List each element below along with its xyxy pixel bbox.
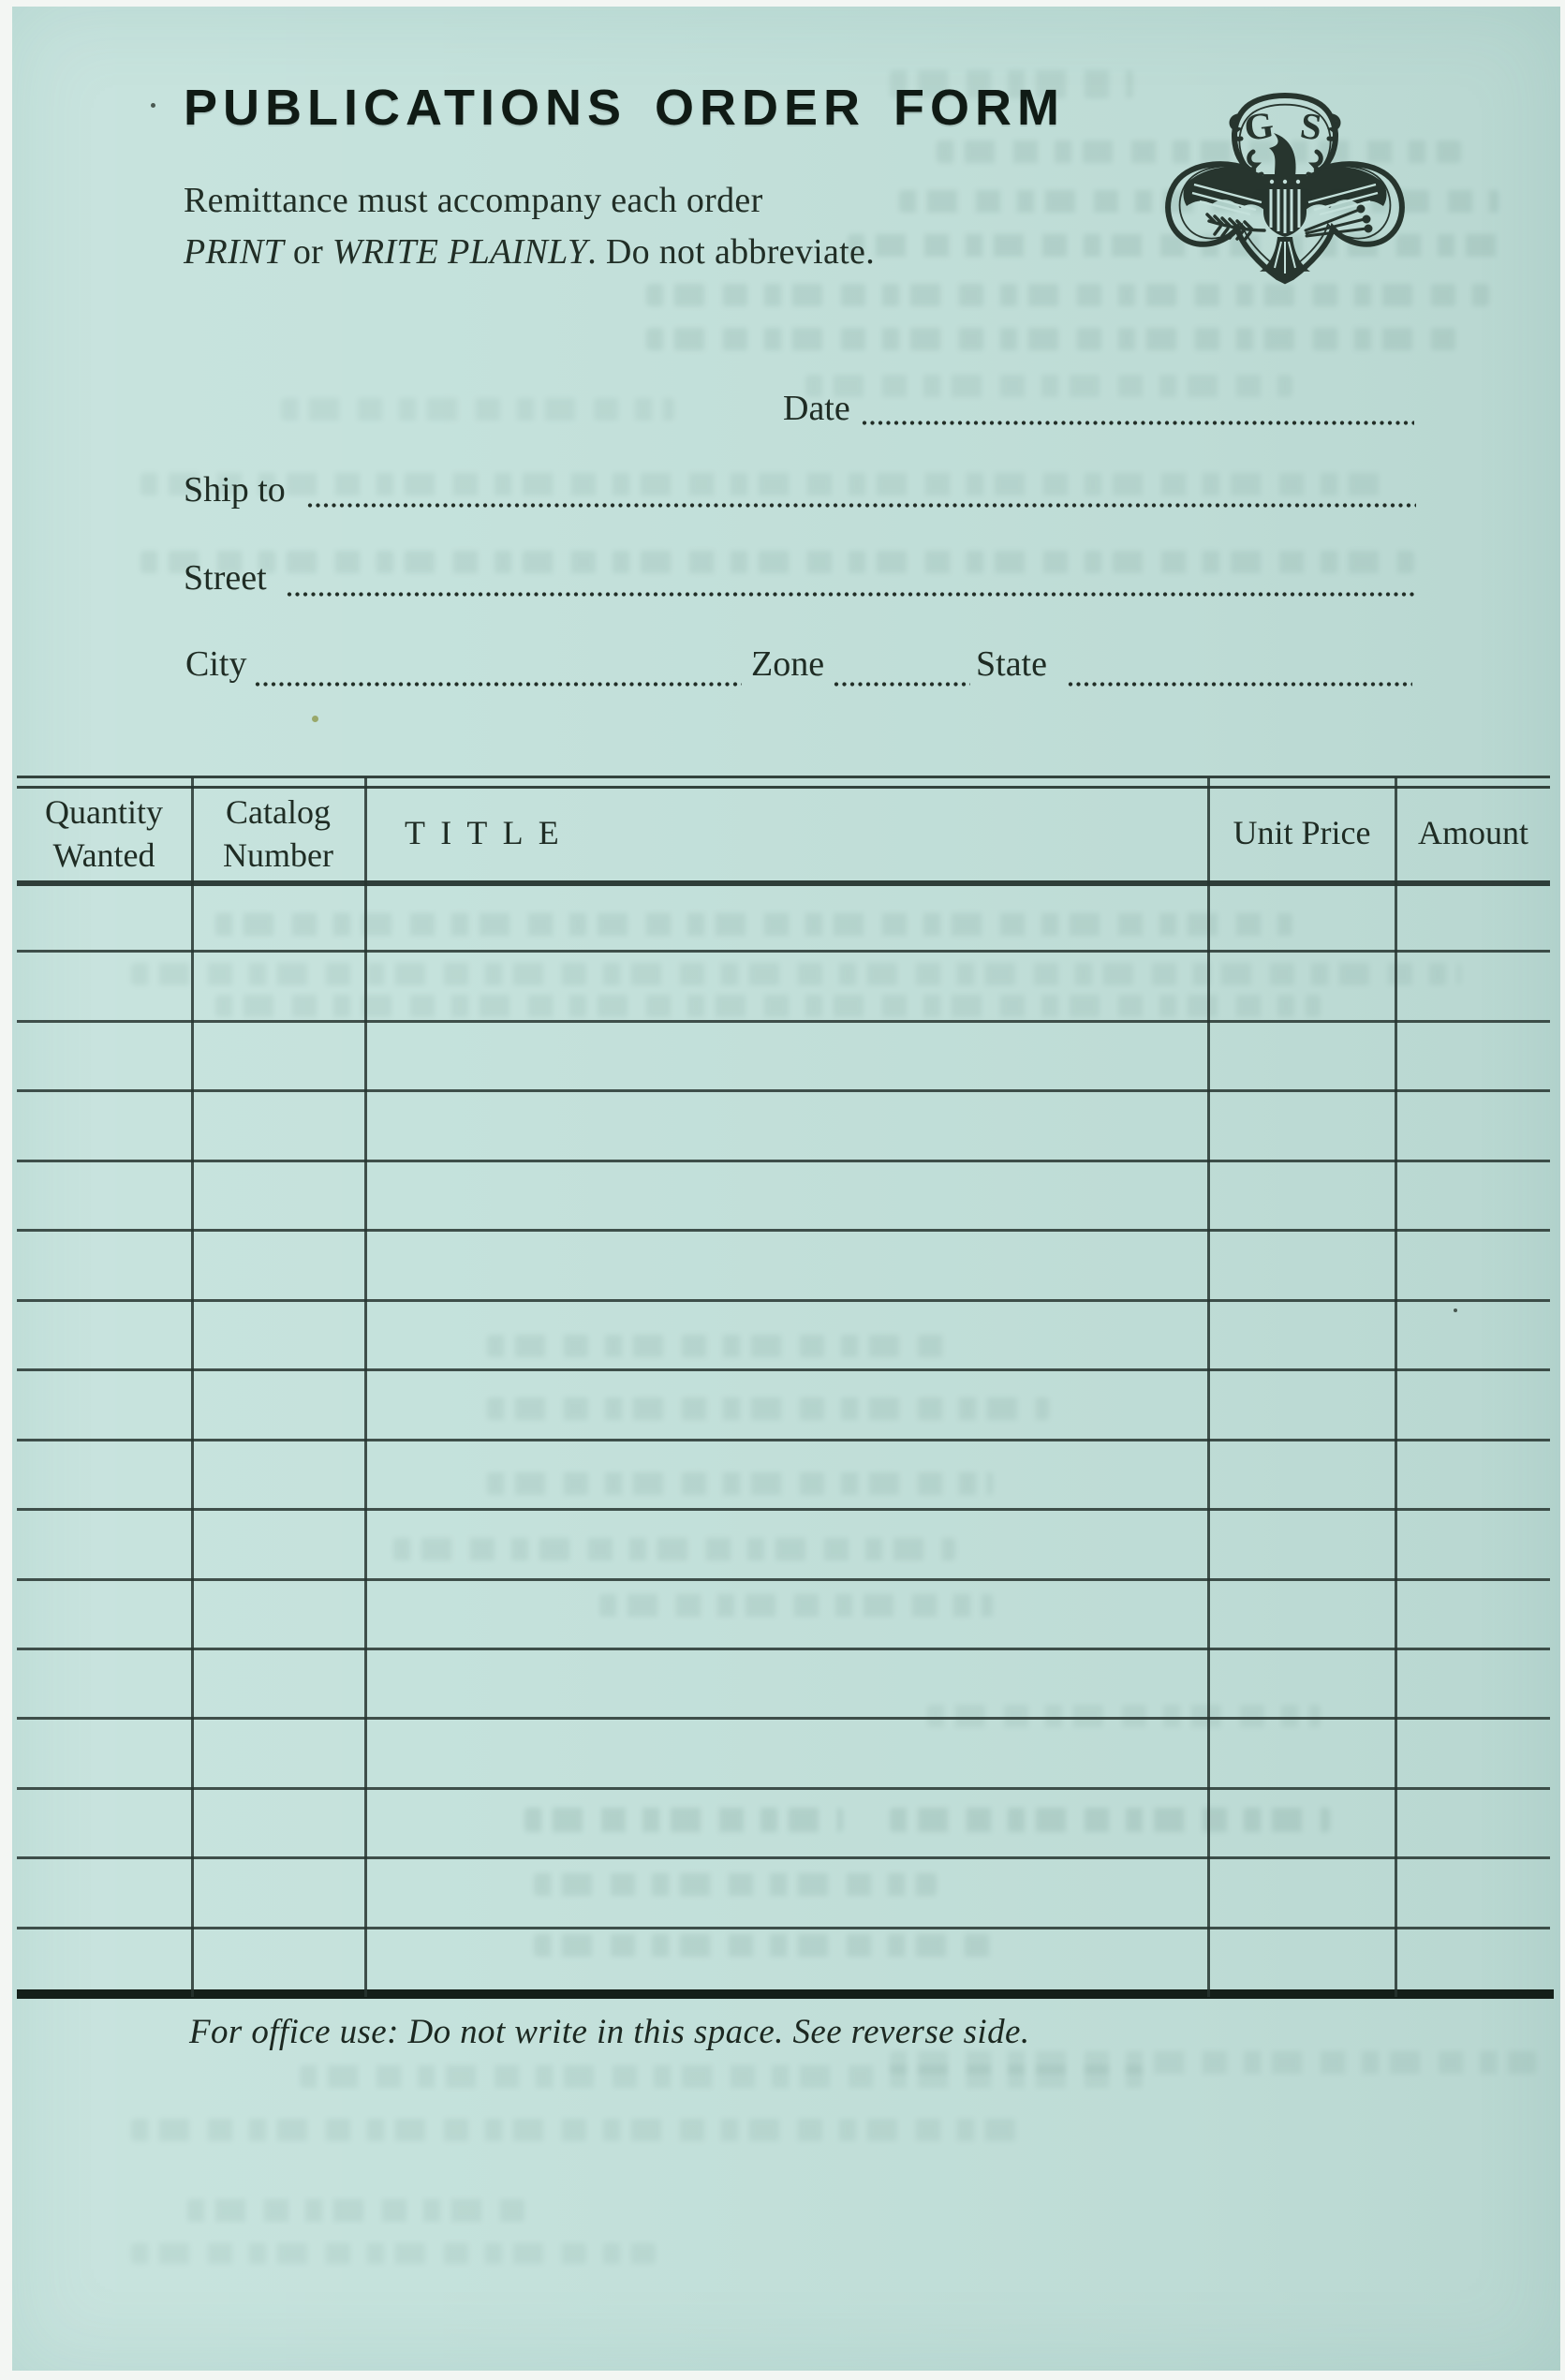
- table-bottom-rule: [17, 1989, 1554, 1999]
- ghost-text-bleed: [187, 2199, 524, 2222]
- ghost-text-bleed: [140, 473, 1395, 495]
- zone-input-line[interactable]: [834, 681, 970, 687]
- column-header-catalog-number: Catalog Number: [223, 793, 333, 874]
- state-input-line[interactable]: [1068, 681, 1412, 687]
- instruction-print-word: PRINT: [184, 232, 285, 272]
- table-top-rule: [17, 776, 1550, 778]
- emblem-letter-g: G: [1241, 103, 1277, 150]
- emblem-letter-s: S: [1297, 103, 1325, 149]
- order-rows-write-area[interactable]: [17, 884, 1550, 1989]
- instruction-print-plainly: [184, 231, 875, 273]
- olive-branch: [1207, 214, 1264, 240]
- street-label: Street: [184, 558, 267, 598]
- column-header-unit-price: Unit Price: [1233, 814, 1371, 851]
- column-header-title: TITLE: [405, 814, 574, 851]
- paper-speck: [312, 716, 318, 722]
- ghost-text-bleed: [131, 2119, 1030, 2141]
- ship-to-label: Ship to: [184, 470, 286, 510]
- zone-label: Zone: [751, 644, 825, 684]
- instruction-end: . Do not abbreviate.: [587, 232, 875, 272]
- street-input-line[interactable]: [287, 591, 1416, 598]
- ghost-text-bleed: [805, 375, 1292, 397]
- ghost-text-bleed: [890, 2051, 1536, 2074]
- paper-speck: [151, 103, 155, 108]
- table-top-rule-2: [17, 786, 1550, 789]
- date-label: Date: [783, 389, 850, 428]
- column-header-amount: Amount: [1417, 814, 1528, 851]
- ghost-text-bleed: [646, 284, 1489, 306]
- column-header-quantity-wanted: Quantity Wanted: [45, 793, 163, 874]
- state-label: State: [976, 644, 1047, 684]
- city-label: City: [185, 644, 247, 684]
- instruction-or-word: or: [284, 232, 332, 272]
- ghost-text-bleed: [140, 551, 1414, 573]
- ghost-text-bleed: [646, 328, 1470, 350]
- ghost-text-bleed: [131, 2243, 656, 2264]
- instruction-write-plainly-word: WRITE PLAINLY: [332, 232, 588, 272]
- girl-scouts-trefoil-eagle-emblem: [1159, 81, 1411, 285]
- instruction-remittance: Remittance must accompany each order: [184, 181, 763, 220]
- date-input-line[interactable]: [862, 420, 1414, 426]
- city-input-line[interactable]: [255, 681, 742, 687]
- ghost-text-bleed: [281, 398, 674, 421]
- office-use-note: For office use: Do not write in this space. See reverse side.: [189, 2013, 1030, 2051]
- page-title: PUBLICATIONS ORDER FORM: [184, 80, 1065, 136]
- ship-to-input-line[interactable]: [307, 502, 1416, 509]
